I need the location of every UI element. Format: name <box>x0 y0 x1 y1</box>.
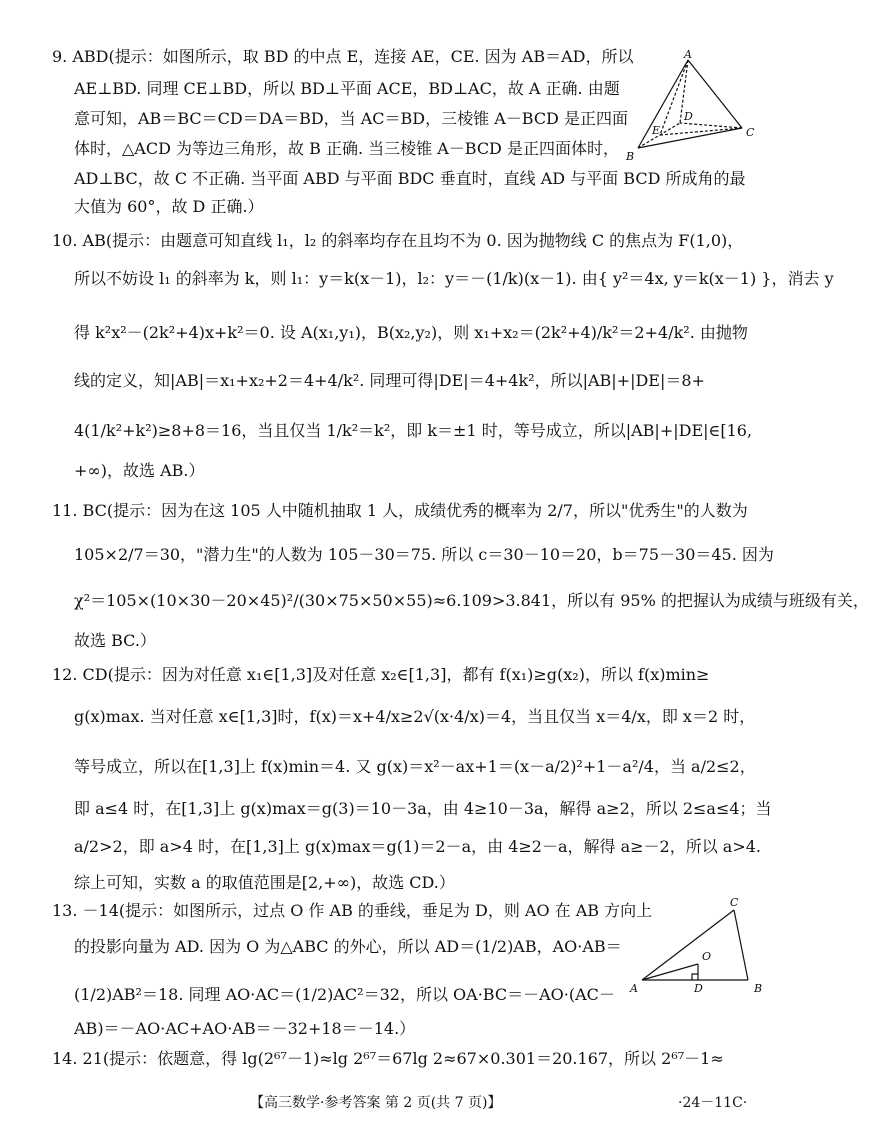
q10-line-5: 4(1/k²+k²)≥8+8＝16，当且仅当 1/k²＝k²，即 k＝±1 时，等号成立，所以|AB|+|DE|∈[16, <box>74 421 753 440</box>
q12-line-5: a/2>2，即 a>4 时，在[1,3]上 g(x)max＝g(1)＝2－a，由 4≥2－a，解得 a≥－2，所以 a>4. <box>74 837 762 856</box>
q9-line-1: 9. ABD(提示：如图所示，取 BD 的中点 E，连接 AE，CE. 因为 AB＝AD，所以 <box>52 47 634 66</box>
q11-line-4: 故选 BC.） <box>74 631 156 650</box>
q9-line-2: AE⊥BD. 同理 CE⊥BD，所以 BD⊥平面 ACE，BD⊥AC，故 A 正确. 由题 <box>74 79 620 98</box>
q12-line-4: 即 a≤4 时，在[1,3]上 g(x)max＝g(3)＝10－3a，由 4≥10－3a，解得 a≥2，所以 2≤a≤4；当 <box>74 799 772 818</box>
q9-line-5: AD⊥BC，故 C 不正确. 当平面 ABD 与平面 BDC 垂直时，直线 AD 与平面 BCD 所成角的最 <box>74 169 746 188</box>
q9-line-6: 大值为 60°，故 D 正确.） <box>74 197 264 216</box>
q10-line-1: 10. AB(提示：由题意可知直线 l₁，l₂ 的斜率均存在且均不为 0. 因为抛物线 C 的焦点为 F(1,0)， <box>52 231 744 250</box>
q12-line-2: g(x)max. 当对任意 x∈[1,3]时，f(x)＝x+4/x≥2√(x·4/x)＝4，当且仅当 x＝4/x，即 x＝2 时， <box>74 707 756 726</box>
fig9-label-e: E <box>652 124 661 137</box>
fig9-label-b: B <box>626 150 635 163</box>
fig9-label-a: A <box>684 48 692 61</box>
q11-line-2: 105×2/7＝30，"潜力生"的人数为 105－30＝75. 所以 c＝30－10＝20，b＝75－30＝45. 因为 <box>74 545 774 564</box>
q9-line-4: 体时，△ACD 为等边三角形，故 B 正确. 当三棱锥 A－BCD 是正四面体时， <box>74 139 619 158</box>
fig9-label-d: D <box>684 110 693 123</box>
footer-page-info: 【高三数学·参考答案 第 2 页(共 7 页)】 <box>250 1095 502 1111</box>
footer-code: ·24－11C· <box>678 1095 748 1111</box>
fig13-label-d: D <box>694 982 703 995</box>
fig13-label-b: B <box>754 982 763 995</box>
q9-line-3: 意可知，AB＝BC＝CD＝DA＝BD，当 AC＝BD，三棱锥 A－BCD 是正四面 <box>74 109 628 128</box>
q10-line-3: 得 k²x²－(2k²+4)x+k²＝0. 设 A(x₁,y₁)，B(x₂,y₂)，则 x₁+x₂＝(2k²+4)/k²＝2+4/k². 由抛物 <box>74 323 748 342</box>
q14-line-1: 14. 21(提示：依题意，得 lg(2⁶⁷－1)≈lg 2⁶⁷＝67lg 2≈67×0.301＝20.167，所以 2⁶⁷－1≈ <box>52 1049 724 1068</box>
q13-line-1: 13. －14(提示：如图所示，过点 O 作 AB 的垂线，垂足为 D，则 AO 在 AB 方向上 <box>52 901 653 920</box>
q13-line-2: 的投影向量为 AD. 因为 O 为△ABC 的外心，所以 AD＝(1/2)AB，AO·AB＝ <box>74 937 622 956</box>
q10-line-4: 线的定义，知|AB|＝x₁+x₂+2＝4+4/k². 同理可得|DE|＝4+4k²，所以|AB|+|DE|＝8+ <box>74 371 705 390</box>
tetrahedron-figure <box>620 48 770 166</box>
q11-line-1: 11. BC(提示：因为在这 105 人中随机抽取 1 人，成绩优秀的概率为 2/7，所以"优秀生"的人数为 <box>52 501 748 520</box>
q13-line-3: (1/2)AB²＝18. 同理 AO·AC＝(1/2)AC²＝32，所以 OA·BC＝－AO·(AC－ <box>74 985 615 1004</box>
q12-line-3: 等号成立，所以在[1,3]上 f(x)min＝4. 又 g(x)＝x²－ax+1＝(x－a/2)²+1－a²/4，当 a/2≤2， <box>74 757 756 776</box>
fig13-label-a: A <box>630 982 638 995</box>
q11-line-3: χ²＝105×(10×30－20×45)²/(30×75×50×55)≈6.109>3.841，所以有 95% 的把握认为成绩与班级有关， <box>74 591 869 610</box>
q12-line-6: 综上可知，实数 a 的取值范围是[2,+∞)，故选 CD.） <box>74 873 455 892</box>
triangle-figure <box>630 892 790 1000</box>
fig13-label-o: O <box>702 950 712 963</box>
fig13-label-c: C <box>730 896 739 909</box>
q13-line-4: AB)＝－AO·AC+AO·AB＝－32+18＝－14.） <box>74 1019 416 1038</box>
fig9-label-c: C <box>746 126 755 139</box>
q10-line-6: +∞)，故选 AB.） <box>74 461 205 480</box>
q12-line-1: 12. CD(提示：因为对任意 x₁∈[1,3]及对任意 x₂∈[1,3]，都有 f(x₁)≥g(x₂)，所以 f(x)min≥ <box>52 665 710 684</box>
q10-line-2: 所以不妨设 l₁ 的斜率为 k，则 l₁：y＝k(x－1)，l₂：y＝－(1/k)(x－1). 由{ y²＝4x, y＝k(x－1) }，消去 y <box>74 269 834 288</box>
